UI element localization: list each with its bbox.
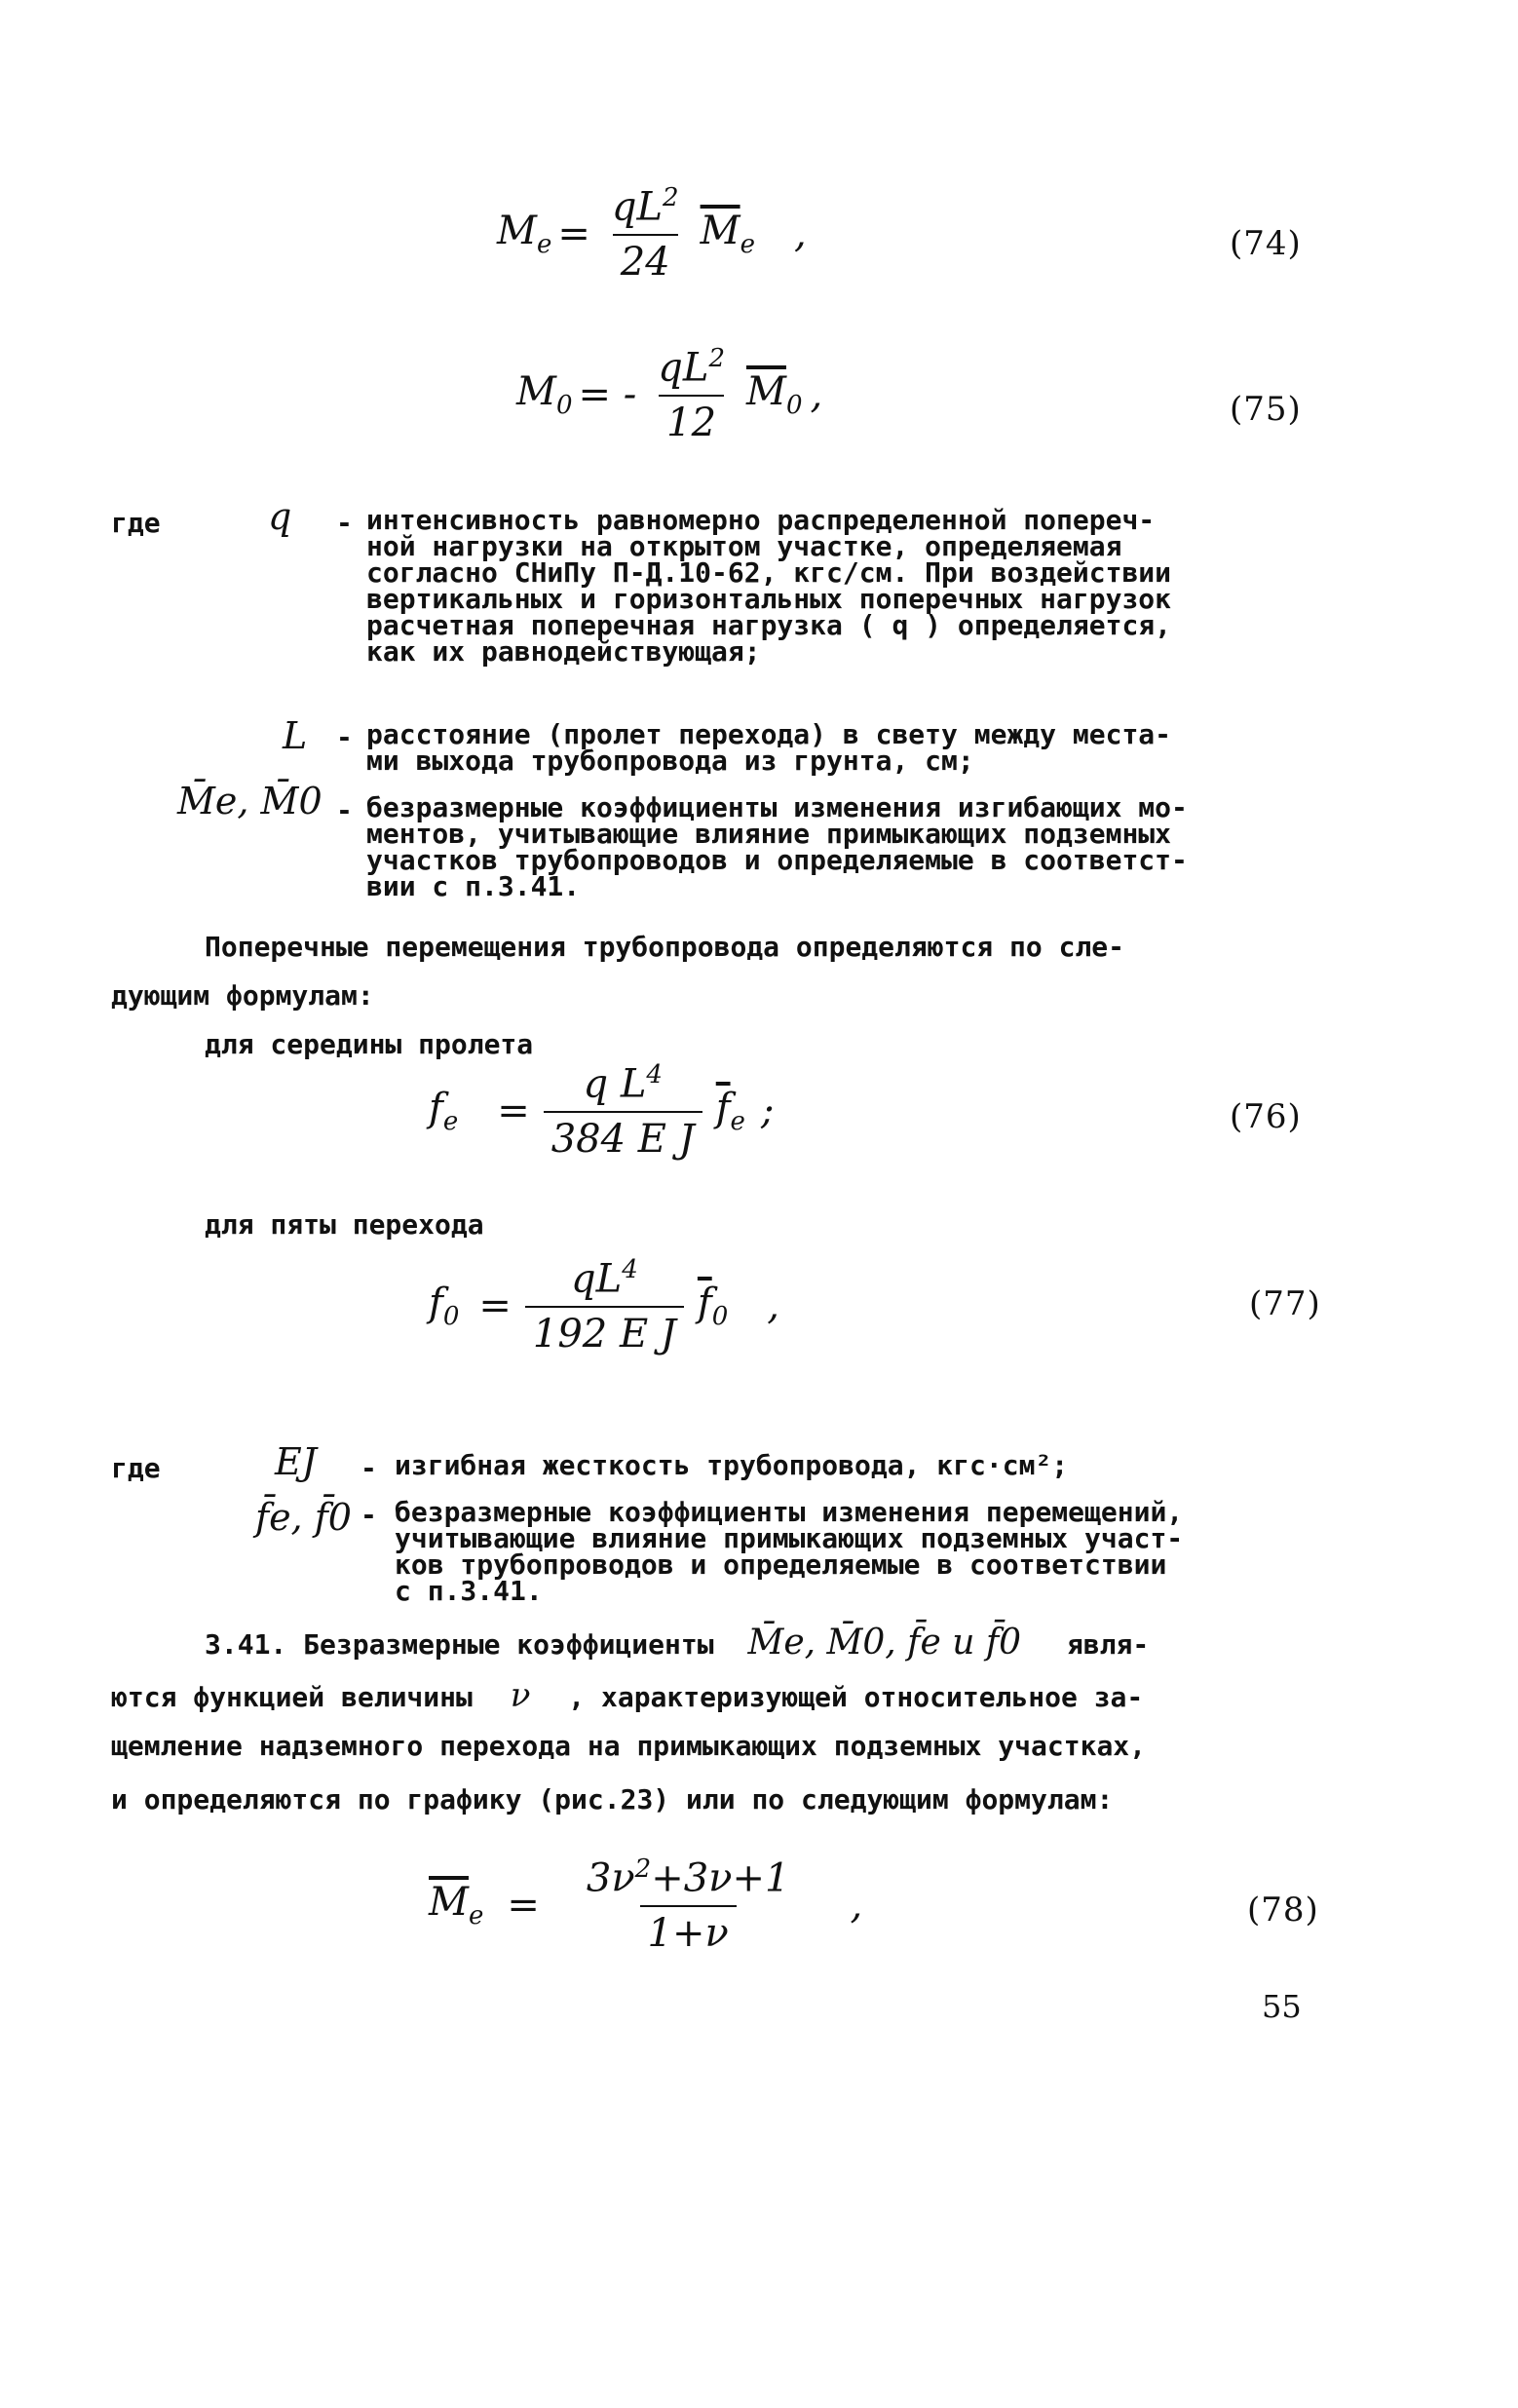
desc-Me-M0: безразмерные коэффициенты изменения изгибающих мо- ментов, учитывающие влияние примыкающих подземных участков трубопроводов и определяемые в соответст- вии с п.3.41. (366, 791, 1188, 902)
para1-line1: Поперечные перемещения трубопровода определяются по сле- (205, 931, 1125, 963)
desc-fe-f0: безразмерные коэффициенты изменения перемещений, учитывающие влияние примыкающих подземных участ- ков трубопроводов и определяемые в соответствии с п.3.41. (395, 1496, 1184, 1607)
eq75-lhs: $M_0$ (516, 369, 573, 420)
eq76-lhs: $f_e$ (429, 1086, 459, 1136)
symbol-q: q (268, 495, 292, 538)
desc-EJ: изгибная жесткость трубопровода, кгс·см²; (395, 1449, 1069, 1481)
dash-EJ: - (361, 1452, 377, 1484)
dash-fe-f0: - (361, 1499, 377, 1531)
para1-line2: дующим формулам: (111, 979, 374, 1012)
eq75-rhs: $\overline{M}_0$ (745, 369, 803, 420)
eq78-equals: = (507, 1883, 540, 1928)
eq77-equals: = (478, 1283, 512, 1328)
eq77-tail: , (767, 1283, 779, 1328)
para341-line4: и определяются по графику (рис.23) или по следующим формулам: (111, 1783, 1114, 1816)
eq78-fraction: $\frac{3\nu^2+3\nu+1}{1+\nu}$ (586, 1854, 790, 1956)
eq75-number: (75) (1230, 390, 1302, 429)
eq74-rhs: $\overline{M}_e$ (700, 209, 755, 259)
eq78-number: (78) (1247, 1891, 1319, 1930)
para341-nu: ν (510, 1676, 531, 1715)
eq74-fraction: $\frac{qL^2}{24}$ (611, 183, 679, 285)
dash-Me-M0: - (336, 794, 353, 826)
para341-symbols: M̄e, M̄0, f̄e и f̄0 (747, 1623, 1022, 1663)
dash-L: - (336, 721, 353, 753)
desc-q: интенсивность равномерно распределенной попереч- ной нагрузки на открытом участке, определяемая согласно СНиПу П-Д.10-62, кгс/см. При воздействии вертикальных и горизонтальных поперечных нагрузок расчетная поперечная нагрузка ( q ) определяется, как их равнодействующая; (366, 504, 1172, 668)
eq74-equals: = (557, 211, 590, 256)
where-label-2: где (111, 1452, 161, 1484)
equation-77 (429, 1247, 779, 1364)
eq75-tail: , (810, 372, 823, 417)
label-midspan: для середины пролета (205, 1028, 534, 1060)
eq76-number: (76) (1230, 1097, 1302, 1136)
eq76-equals: = (497, 1089, 530, 1133)
eq76-rhs: $\overline{f}_e$ (715, 1086, 745, 1136)
symbol-fe-f0: f̄e, f̄0 (255, 1496, 352, 1539)
label-heel: для пяты перехода (205, 1208, 484, 1241)
equation-78 (429, 1847, 862, 1964)
para341-line1: 3.41. Безразмерные коэффициенты M̄e, M̄0, f̄e и f̄0 явля- (205, 1623, 1150, 1663)
symbol-EJ: EJ (275, 1440, 317, 1483)
symbol-Me-M0: M̄e, M̄0 (177, 780, 323, 822)
page-number: 55 (1262, 1988, 1302, 2025)
symbol-L: L (283, 714, 308, 757)
eq76-tail: ; (760, 1089, 775, 1133)
eq75-equals: = - (578, 372, 637, 417)
equation-75 (516, 336, 822, 453)
eq74-number: (74) (1230, 224, 1302, 263)
eq77-number: (77) (1249, 1284, 1321, 1323)
equation-76 (429, 1052, 774, 1169)
desc-L: расстояние (пролет перехода) в свету между места- ми выхода трубопровода из грунта, см; (366, 718, 1172, 777)
dash-q: - (336, 507, 353, 539)
para341-line2: ются функцией величины ν , характеризующей относительное за- (111, 1676, 1144, 1715)
para341-line3: щемление надземного перехода на примыкающих подземных участках, (111, 1730, 1147, 1762)
eq76-fraction: $\frac{q L^4}{\text{384 E J}}$ (544, 1060, 702, 1161)
eq78-lhs: $\overline{M}_e$ (429, 1880, 484, 1930)
eq74-lhs: $M_e$ (497, 209, 552, 259)
eq74-tail: , (793, 211, 807, 256)
equation-74 (497, 175, 807, 292)
eq77-rhs: $\overline{f}_0$ (697, 1280, 729, 1331)
eq78-tail: , (850, 1883, 863, 1928)
eq75-fraction: $\frac{qL^2}{12}$ (658, 344, 725, 445)
eq77-lhs: $f_0$ (429, 1280, 460, 1331)
where-label-1: где (111, 507, 161, 539)
eq77-fraction: $\frac{qL^4}{\text{192 E J}}$ (525, 1255, 684, 1356)
